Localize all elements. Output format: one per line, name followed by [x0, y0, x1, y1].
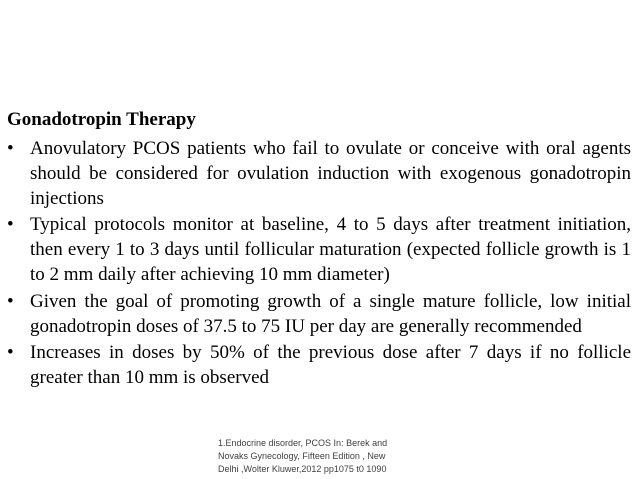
- citation-line: 1.Endocrine disorder, PCOS In: Berek and: [218, 438, 388, 448]
- citation-note: [218, 437, 430, 476]
- bullet-list: [7, 137, 631, 393]
- slide-title: Gonadotropin Therapy: [7, 109, 196, 130]
- bullet-marker: •: [7, 138, 14, 159]
- citation-line: Delhi ,Wolter Kluwer,2012 pp1075 t0 1090: [218, 464, 387, 474]
- bullet-item: [7, 341, 631, 391]
- bullet-item: [7, 213, 631, 287]
- bullet-marker: •: [7, 342, 14, 364]
- bullet-text: Increases in doses by 50% of the previous dose after 7 days if no follicle greater than 10 mm is observed: [30, 342, 631, 389]
- bullet-marker: •: [7, 290, 14, 312]
- bullet-text: Typical protocols monitor at baseline, 4 to 5 days after treatment initiation, then every 1 to 3 days until follicular maturation (expected follicle growth is 1 to 2 mm daily after achieving 10 mm diameter): [30, 214, 631, 285]
- bullet-text: Anovulatory PCOS patients who fail to ovulate or conceive with oral agents should be considered for ovulation induction with exogenous gonadotropin injections: [30, 138, 631, 209]
- bullet-item: [7, 290, 631, 340]
- citation-line: Novaks Gynecology, Fifteen Edition , New: [218, 451, 386, 461]
- bullet-marker: •: [7, 214, 14, 236]
- bullet-item: [7, 137, 631, 211]
- bullet-text: Given the goal of promoting growth of a single mature follicle, low initial gonadotropin doses of 37.5 to 75 IU per day are generally recommended: [30, 290, 631, 337]
